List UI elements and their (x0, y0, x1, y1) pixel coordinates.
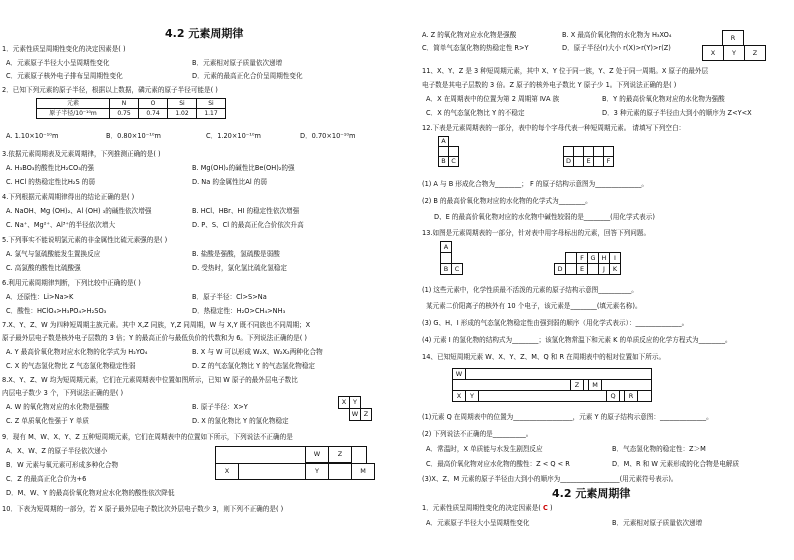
q12-part2: (2) B 的最高价氧化物对应的水化物的化学式为________。 (422, 197, 592, 205)
q6-option-a: A．还原性：Li>Na>K (6, 293, 74, 301)
grid-cell: Q (606, 390, 620, 402)
q8-option-c: C. Z 单质氧化性强于 Y 单质 (6, 417, 89, 425)
q12-part1: (1) A 与 B 形成化合物为________； F 的原子结构示意图为______________。 (422, 180, 648, 188)
table-header: Si (168, 99, 197, 109)
q2-stem: 2．已知下列元素的原子半径，根据以上数据，磷元素的原子半径可能是( ) (2, 86, 218, 94)
q8-periodic-grid (338, 396, 374, 422)
q4-option-c: C. Na⁺、Mg²⁺、Al³⁺的半径依次增大 (6, 221, 116, 229)
q7-option-c: C. X 的气态氢化物比 Z 气态氢化物稳定性弱 (6, 362, 136, 370)
q7-stem-line1: 7.X、Y、Z、W 为四种短周期主族元素。其中 X,Z 同族，Y,Z 同周期，W 与 X,Y 既不同族也不同周期；X (2, 321, 311, 329)
grid-cell: R (722, 30, 744, 46)
q10-option-c: C．简单气态氢化物的热稳定性 R>Y (422, 44, 529, 52)
q8-option-a: A. W 的氧化物对应的水化物是强酸 (6, 403, 109, 411)
q9-option-c: C．Z 的最高正化合价为+6 (6, 475, 87, 483)
table-header: 元素 (37, 99, 110, 109)
grid-cell: X (452, 390, 466, 402)
grid-cell: Z (570, 379, 584, 391)
grid-cell: B (440, 263, 452, 275)
q3-option-a: A. H₃BO₃的酸性比H₂CO₃的强 (6, 164, 95, 172)
grid-cell: I (609, 252, 621, 264)
q4-option-b: B. HCl、HBr、HI 的稳定性依次增强 (192, 207, 300, 215)
grid-cell: W (452, 368, 466, 380)
grid-cell: Z (744, 45, 766, 61)
q10-stem: 10．下表为短周期的一部分，若 X 原子最外层电子数比次外层电子数少 3，则下列不正确的是( ) (2, 505, 284, 513)
q14-periodic-grid (452, 368, 652, 404)
q14-option-a: A．常温时，X 单质能与水发生剧烈反应 (426, 445, 543, 453)
grid-cell: Y (349, 396, 361, 409)
answer-q1-stem (422, 505, 553, 512)
grid-cell: D (563, 156, 574, 167)
grid-cell: A (438, 136, 449, 147)
q14-part2: (2) 下列说法不正确的是__________。 (422, 430, 533, 438)
q3-option-b: B. Mg(OH)₂的碱性比Be(OH)₂的强 (192, 164, 295, 172)
q1-stem: 1．元素性质呈周期性变化的决定因素是( ) (2, 45, 126, 53)
q14-option-b: B．气态氢化物的稳定性：Z＞M (612, 445, 706, 453)
grid-gap (328, 463, 352, 480)
q13-stem: 13.如图是元素周期表的一部分，针对表中用字母标出的元素，回答下列问题。 (422, 229, 651, 237)
grid-cell: Z (360, 408, 372, 421)
q1-option-b: B．元素相对原子质量依次递增 (192, 59, 283, 67)
q11-option-d: D．3 种元素的原子半径由大到小的顺序为 Z<Y<X (602, 109, 752, 117)
q7-stem-line2: 原子最外层电子数是核外电子层数的 3 倍；Y 的最高正价与最低负价的代数和为 6。下列说法正确的是( ) (2, 334, 307, 342)
grid-cell: Y (723, 45, 745, 61)
q4-stem: 4.下列根据元素周期律得出的结论正确的是( ) (2, 193, 135, 201)
grid-cell: Z (328, 446, 352, 463)
q10-option-b: B. X 最高价氧化物的水化物为 H₃XO₄ (562, 31, 672, 39)
table-cell: 1.02 (168, 109, 197, 119)
q12-part3: D、E 的最高价氧化物对应的水化物中碱性较弱的是________(用化学式表示) (434, 213, 655, 221)
grid-cell: Y (465, 390, 479, 402)
table-cell: 0.74 (139, 109, 168, 119)
q5-option-a: A. 氯气与氢硫酸能发生置换反应 (6, 250, 101, 258)
table-header: O (139, 99, 168, 109)
q2-radius-table (36, 98, 226, 119)
grid-cell: C (448, 156, 459, 167)
q14-part1: (1)元素 Q 在周期表中的位置为__________________，元素 Y 的原子结构示意图：______________。 (422, 413, 713, 421)
grid-row (452, 390, 652, 402)
table-cell: 原子半径/10⁻¹⁰m (37, 109, 110, 119)
grid-cell: D (554, 263, 566, 275)
q10-option-a: A. Z 的氧化物对应水化物是强酸 (422, 31, 517, 39)
q13-periodic-grid (440, 241, 640, 277)
answer-close: ) (549, 504, 553, 512)
q7-option-a: A. Y 最高价氧化物对应水化物的化学式为 H₂YO₄ (6, 348, 148, 356)
q8-option-b: B. 原子半径：X>Y (192, 403, 248, 411)
q8-stem-line2: 内层电子数少 3 个，下列说法正确的是( ) (2, 389, 124, 397)
q13-part1: (1) 这些元素中，化学性质最不活泼的元素的原子结构示意图__________。 (422, 286, 638, 294)
q3-option-d: D. Na 的金属性比Al 的弱 (192, 178, 267, 186)
table-cell: 0.75 (110, 109, 139, 119)
q12-stem: 12.下表是元素周期表的一部分，表中的每个字母代表一种短周期元素。 请填写下列空白： (422, 124, 686, 132)
grid-cell: R (624, 390, 638, 402)
answer-option-b: B．元素相对原子质量依次递增 (612, 519, 703, 527)
q5-option-c: C. 高氯酸的酸性比硫酸强 (6, 264, 81, 272)
q11-option-c: C．X 的气态氢化物比 Y 的不稳定 (426, 109, 525, 117)
repeat-title: 4.2 元素周期律 (552, 487, 631, 500)
q13-part4: (4) 元素 I 的氢化物的结构式为________；该氢化物常温下和元素 K 的单质反应的化学方程式为________。 (422, 336, 732, 344)
q14-part3: (3)X、Z、M 元素的原子半径由大到小的顺序为__________________(用元素符号表示)。 (422, 475, 678, 483)
q5-option-b: B. 盐酸是强酸，氢硫酸是弱酸 (192, 250, 280, 258)
q1-option-d: D．元素的最高正化合价呈周期性变化 (192, 72, 303, 80)
table-cell: 1.17 (197, 109, 226, 119)
grid-cell: Y (305, 463, 329, 480)
q3-stem: 3.依据元素周期表及元素周期律，下列推测正确的是( ) (2, 150, 161, 158)
grid-cell: H (598, 252, 610, 264)
q13-part3: (3) G、H、I 形成的气态氢化物稳定性由强到弱的顺序（用化学式表示）：______________。 (422, 319, 689, 327)
q6-option-c: C．酸性：HClO₄>H₃PO₄>H₂SO₃ (6, 307, 107, 315)
q3-option-c: C. HCl 的热稳定性比H₂S 的弱 (6, 178, 95, 186)
table-header: N (110, 99, 139, 109)
q9-stem: 9．现有 M、W、X、Y、Z 五种短周期元素，它们在周期表中的位置如下所示，下列说法不正确的是 (2, 433, 293, 441)
grid-cell: A (440, 241, 452, 253)
q11-stem-line1: 11、X、Y、Z 是 3 种短周期元素，其中 X、Y 位于同一族，Y、Z 处于同一周期。X 原子的最外层 (422, 67, 709, 75)
grid-cell: F (576, 252, 588, 264)
grid-cell: K (609, 263, 621, 275)
answer-mark: C (542, 504, 548, 512)
q7-option-b: B. X 与 W 可以形成 W₂X、W₂X₂两种化合物 (192, 348, 323, 356)
q9-periodic-grid (215, 446, 367, 480)
grid-cell: X (338, 396, 350, 409)
q2-option-b: B．0.80×10⁻¹⁰m (106, 132, 161, 140)
grid-cell: M (588, 379, 602, 391)
q10-option-d: D．原子半径(r)大小 r(X)>r(Y)>r(Z) (562, 44, 671, 52)
q9-option-b: B．W 元素与氧元素可形成多种化合物 (6, 461, 119, 469)
answer-option-a: A．元素原子半径大小呈周期性变化 (426, 519, 530, 527)
q10-periodic-grid (702, 30, 766, 62)
q1-option-c: C．元素原子核外电子排布呈周期性变化 (6, 72, 123, 80)
q9-option-a: A．X、W、Z 的原子半径依次递小 (6, 447, 108, 455)
grid-cell: E (576, 263, 588, 275)
grid-cell: X (702, 45, 724, 61)
grid-gap (238, 463, 306, 480)
grid-cell: C (451, 263, 463, 275)
q13-part2: 某元素二价阳离子的核外有 10 个电子，该元素是________(填元素名称)。 (426, 302, 642, 310)
q9-option-d: D．M、W、Y 的最高价氧化物对应水化物的酸性依次降低 (6, 489, 175, 497)
q5-option-d: D. 受热时，氯化氢比硫化氢稳定 (192, 264, 287, 272)
grid-cell: J (598, 263, 610, 275)
grid-cell: E (583, 156, 594, 167)
q2-option-c: C．1.20×10⁻¹⁰m (206, 132, 261, 140)
q7-option-d: D. Z 的气态氢化物比 Y 的气态氢化物稳定 (192, 362, 316, 370)
q14-stem: 14、已知短周期元素 W、X、Y、Z、M、Q 和 R 在周期表中的相对位置如下所示。 (422, 353, 666, 361)
q1-option-a: A．元素原子半径大小呈周期性变化 (6, 59, 110, 67)
q8-option-d: D. X 的氢化物比 Y 的氢化物稳定 (192, 417, 289, 425)
q14-option-c: C．最高价氧化物对应水化物的酸性：Z < Q < R (426, 460, 570, 468)
q12-periodic-grid (438, 136, 638, 166)
grid-cell: F (603, 156, 614, 167)
grid-cell: M (351, 463, 375, 480)
grid-cell: W (349, 408, 361, 421)
q11-stem-line2: 电子数是其电子层数的 3 倍。Z 原子的核外电子数比 Y 原子少 1。下列说法正确的是( ) (422, 81, 677, 89)
q4-option-a: A. NaOH、Mg (OH)₂、Al (OH) ₃的碱性依次增强 (6, 207, 152, 215)
q6-option-d: D．热稳定性：H₂O>CH₄>NH₃ (192, 307, 286, 315)
q6-option-b: B．原子半径：Cl>S>Na (192, 293, 267, 301)
grid-cell: B (438, 156, 449, 167)
q2-option-d: D．0.70×10⁻¹⁰m (300, 132, 356, 140)
table-header: Si (197, 99, 226, 109)
grid-cell: W (305, 446, 329, 463)
answer-question: 1．元素性质呈周期性变化的决定因素是( (422, 504, 541, 512)
grid-cell: X (215, 463, 239, 480)
q11-option-b: B．Y 的最高价氧化物对应的水化物为强酸 (602, 95, 725, 103)
q8-stem-line1: 8.X、Y、Z、W 均为短周期元素，它们在元素周期表中位置如图所示，已知 W 原子的最外层电子数比 (2, 376, 298, 384)
q5-stem: 5.下列事实不能说明氯元素的非金属性比硫元素强的是( ) (2, 236, 168, 244)
page-title: 4.2 元素周期律 (165, 27, 244, 40)
q2-option-a: A. 1.10×10⁻¹⁰m (6, 132, 59, 140)
q14-option-d: D．M、R 和 W 元素形成的化合物是电解质 (612, 460, 740, 468)
grid-cell: G (587, 252, 599, 264)
right-column (402, 0, 794, 560)
q6-stem: 6.利用元素周期律判断，下列比较中正确的是( ) (2, 279, 141, 287)
q11-option-a: A．X 在周期表中的位置为第 2 周期第 ⅣA 族 (426, 95, 560, 103)
q4-option-d: D. P、S、Cl 的最高正化合价依次升高 (192, 221, 304, 229)
